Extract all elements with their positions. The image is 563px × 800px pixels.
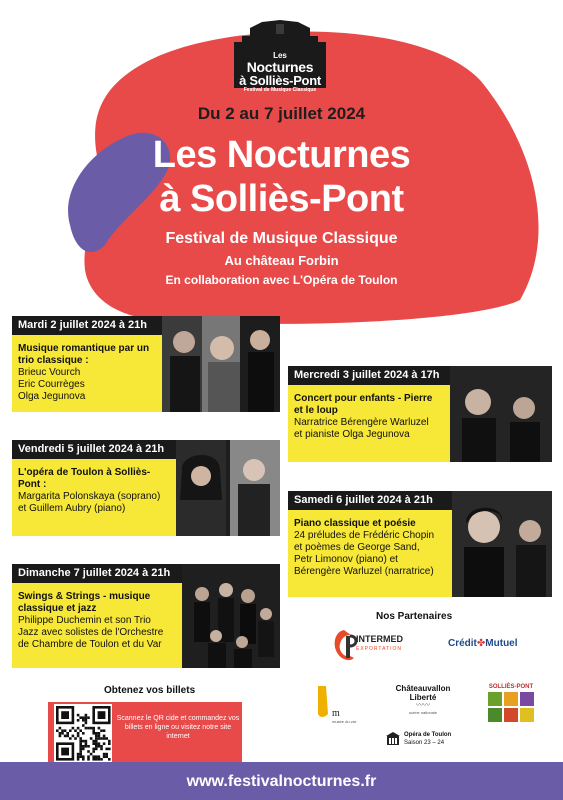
concert-date: Vendredi 5 juillet 2024 à 21h <box>12 440 176 459</box>
chateauvallon-logo <box>388 684 458 724</box>
concert-details <box>12 459 176 536</box>
concert-artist: de Chambre de Toulon et du Var <box>18 639 162 650</box>
concert-details <box>288 510 452 597</box>
opera-toulon-logo <box>386 730 466 752</box>
concert-artist: et pianiste Olga Jegunova <box>294 429 410 440</box>
credit-mutuel-name1: Crédit <box>448 638 477 649</box>
artists-photo <box>162 316 280 412</box>
concert-title: Musique romantique par un trio classique : <box>18 343 150 366</box>
sollies-pont-logo <box>478 684 544 728</box>
concert-title: L'opéra de Toulon à Solliès-Pont : <box>18 467 151 490</box>
chateauvallon-line1: Châteauvallon <box>395 684 451 693</box>
opera-building-icon <box>386 732 400 746</box>
tickets-box <box>48 702 242 764</box>
concert-artist: Jazz avec solistes de l'Orchestre <box>18 627 164 638</box>
concert-artist: et poèmes de George Sand, <box>294 542 420 553</box>
concert-date: Samedi 6 juillet 2024 à 21h <box>288 491 452 510</box>
concert-artist: Bérengère Warluzel (narratrice) <box>294 566 434 577</box>
logo-line-les: Les <box>273 51 287 60</box>
concert-card-wednesday <box>288 366 552 462</box>
musee-name: musée du var <box>332 719 357 724</box>
main-title-line2: à Solliès-Pont <box>159 178 404 220</box>
festival-subtitle: Festival de Musique Classique <box>165 230 398 247</box>
concert-artist: et Guillem Aubry (piano) <box>18 503 126 514</box>
concert-date: Mardi 2 juillet 2024 à 21h <box>12 316 162 335</box>
concert-details <box>12 583 182 668</box>
concert-details <box>288 385 450 462</box>
qr-code[interactable] <box>54 704 112 762</box>
footer-bar <box>0 762 563 800</box>
credit-mutuel-icon: ✤ <box>476 638 486 649</box>
concert-title: Swings & Strings - musique classique et jazz <box>18 591 151 614</box>
logo-line-sollies: à Solliès-Pont <box>239 73 321 88</box>
svg-text:m: m <box>332 708 340 719</box>
intermed-mark-icon <box>332 626 406 664</box>
intermed-name: INTERMED <box>356 634 403 644</box>
main-title-line1: Les Nocturnes <box>152 134 411 176</box>
logo-text <box>222 52 338 93</box>
concert-card-tuesday <box>12 316 280 412</box>
concert-date: Dimanche 7 juillet 2024 à 21h <box>12 564 182 583</box>
venue: Au château Forbin <box>224 253 339 268</box>
website-link[interactable]: www.festivalnocturnes.fr <box>186 773 377 790</box>
sollies-pont-name: SOLLIÈS-PONT <box>488 684 534 690</box>
concert-details <box>12 335 162 412</box>
concert-artist: Narratrice Bérengère Warluzel <box>294 417 429 428</box>
festival-logo <box>222 20 338 93</box>
collaboration: En collaboration avec L'Opéra de Toulon <box>165 273 398 287</box>
concert-artist: Olga Jegunova <box>18 391 86 402</box>
festival-dates: Du 2 au 7 juillet 2024 <box>197 104 366 123</box>
credit-mutuel-name2: Mutuel <box>485 638 518 649</box>
wave-icon: 〰〰 <box>416 702 430 709</box>
artists-photo <box>182 564 280 668</box>
tickets-instructions: Scannez le QR cide et commandez vos billets en ligne ou visitez notre site internet <box>116 715 240 740</box>
credit-mutuel-logo <box>448 638 528 654</box>
concert-artist: Brieuc Vourch <box>18 367 81 378</box>
intermed-logo <box>332 626 406 664</box>
tickets-title: Obtenez vos billets <box>104 685 196 696</box>
musee-du-var-logo <box>314 684 358 728</box>
opera-line2: Saison 23 – 24 <box>404 740 445 746</box>
concert-artist: Eric Courrèges <box>18 379 85 390</box>
intermed-sub: EXPORTATION <box>356 646 403 652</box>
artists-photo <box>450 366 552 462</box>
concert-card-saturday <box>288 491 552 597</box>
artists-photo <box>176 440 280 536</box>
concert-artist: Margarita Polonskaya (soprano) <box>18 491 161 502</box>
chateauvallon-line2: Liberté <box>409 693 437 702</box>
concert-artist: Philippe Duchemin et son Trio <box>18 615 151 626</box>
opera-line1: Opéra de Toulon <box>404 732 452 738</box>
chateauvallon-line3: scène nationale <box>408 710 438 715</box>
concert-title: Concert pour enfants - Pierre et le loup <box>294 393 433 416</box>
partners-title: Nos Partenaires <box>376 611 453 622</box>
logo-line-festival: Festival de Musique Classique <box>243 87 317 93</box>
concert-card-friday <box>12 440 280 536</box>
concert-date: Mercredi 3 juillet 2024 à 17h <box>288 366 450 385</box>
concert-title: Piano classique et poésie <box>294 518 416 529</box>
artists-photo <box>452 491 552 597</box>
concert-artist: 24 préludes de Frédéric Chopin <box>294 530 435 541</box>
concert-card-sunday <box>12 564 280 668</box>
concert-artist: Petr Limonov (piano) et <box>294 554 398 565</box>
logo-line-nocturnes: Nocturnes <box>246 59 314 75</box>
qr-code-icon <box>54 704 112 762</box>
tree-icon <box>478 690 544 724</box>
